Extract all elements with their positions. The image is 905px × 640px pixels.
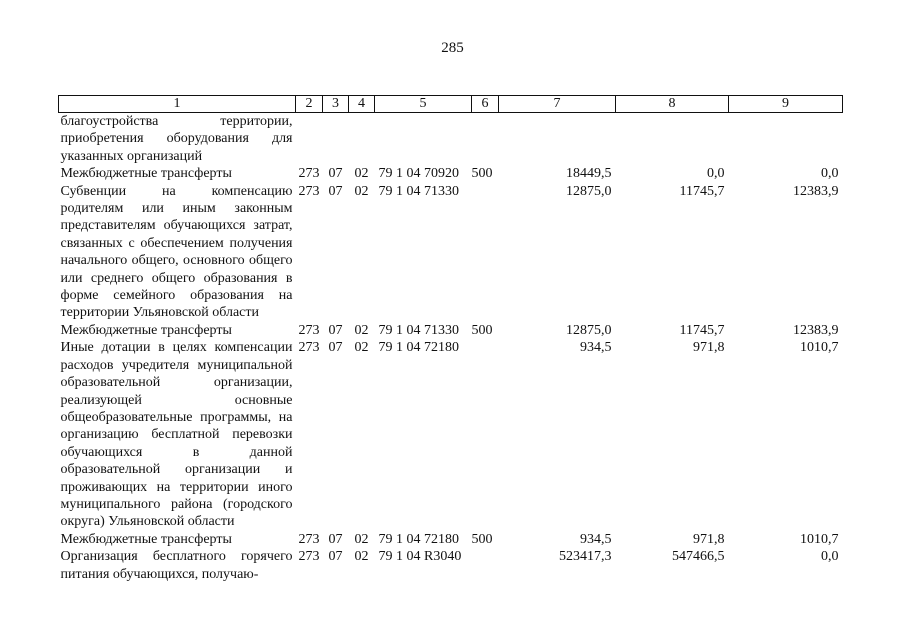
page-number: 285 xyxy=(441,40,464,56)
row-rz: 07 xyxy=(328,340,343,356)
row-rz: 07 xyxy=(328,549,343,565)
row-year3: 12383,9 xyxy=(793,183,839,199)
header-row xyxy=(59,96,843,113)
row-rz: 07 xyxy=(328,166,343,182)
table-header xyxy=(59,96,843,113)
header-col-7: 7 xyxy=(499,96,616,113)
row-name: благоустройства территории, приобретения оборудования для указанных организаций xyxy=(60,114,293,164)
row-kcsr xyxy=(375,113,472,166)
row-vr xyxy=(472,113,499,166)
row-year3: 0,0 xyxy=(821,166,839,182)
table-row xyxy=(59,548,843,583)
row-vr xyxy=(472,548,499,583)
row-name: Иные дотации в целях компенсации расходов учредителя муниципальной образовательной организации, реализующей основные общеобразовательные программы, на организацию бесплатной перевозки обучающихся в данной образовательной организации и проживающих на территории иного муниципального района (городского округа) Ульяновской области xyxy=(60,340,293,530)
row-kcsr: 79 1 04 71330 xyxy=(378,322,459,338)
row-year1: 12875,0 xyxy=(566,322,612,338)
row-pr xyxy=(349,113,375,166)
row-year1: 523417,3 xyxy=(559,549,612,565)
row-kcsr: 79 1 04 72180 xyxy=(378,531,459,547)
row-name: Межбюджетные трансферты xyxy=(60,531,232,547)
row-vr: 500 xyxy=(471,531,493,547)
row-year2: 547466,5 xyxy=(672,549,725,565)
row-name: Межбюджетные трансферты xyxy=(60,166,232,182)
row-ved: 273 xyxy=(298,531,320,547)
table-body xyxy=(59,113,843,583)
row-year1: 934,5 xyxy=(580,531,612,547)
row-pr: 02 xyxy=(354,549,369,565)
table-row xyxy=(59,322,843,339)
row-name: Межбюджетные трансферты xyxy=(60,322,232,338)
budget-table xyxy=(58,95,843,583)
header-col-8: 8 xyxy=(616,96,729,113)
header-col-5: 5 xyxy=(375,96,472,113)
row-vr: 500 xyxy=(471,322,493,338)
row-year1: 934,5 xyxy=(580,340,612,356)
row-rz: 07 xyxy=(328,531,343,547)
row-kcsr: 79 1 04 70920 xyxy=(378,166,459,182)
header-col-4: 4 xyxy=(349,96,375,113)
row-ved xyxy=(296,113,323,166)
row-year1 xyxy=(499,113,616,166)
header-col-1: 1 xyxy=(59,96,296,113)
row-name: Организация бесплатного горячего питания обучающихся, получаю- xyxy=(60,549,293,582)
row-year2: 971,8 xyxy=(693,531,725,547)
header-col-2: 2 xyxy=(296,96,323,113)
row-year3: 1010,7 xyxy=(800,340,839,356)
header-col-9: 9 xyxy=(729,96,843,113)
row-year2: 971,8 xyxy=(693,340,725,356)
table-row xyxy=(59,339,843,530)
row-pr: 02 xyxy=(354,322,369,338)
row-ved: 273 xyxy=(298,340,320,356)
row-year3: 0,0 xyxy=(821,549,839,565)
row-vr: 500 xyxy=(471,166,493,182)
row-vr xyxy=(472,339,499,530)
row-pr: 02 xyxy=(354,340,369,356)
row-rz: 07 xyxy=(328,322,343,338)
row-ved: 273 xyxy=(298,322,320,338)
row-vr xyxy=(472,183,499,322)
row-year3 xyxy=(729,113,843,166)
row-rz xyxy=(323,113,349,166)
row-year2: 0,0 xyxy=(707,166,725,182)
table-row xyxy=(59,113,843,166)
row-pr: 02 xyxy=(354,166,369,182)
row-year2: 11745,7 xyxy=(679,322,725,338)
header-col-3: 3 xyxy=(323,96,349,113)
table-row xyxy=(59,165,843,182)
table-row xyxy=(59,531,843,548)
row-name: Субвенции на компенсацию родителям или иным законным представителям обучающихся затрат, связанных с обеспечением получения начального общего, основного общего или среднего общего образования в форме семейного образования на территории Ульяновской области xyxy=(60,183,293,321)
row-pr: 02 xyxy=(354,531,369,547)
row-ved: 273 xyxy=(298,166,320,182)
row-kcsr: 79 1 04 R3040 xyxy=(378,549,462,565)
row-year2: 11745,7 xyxy=(679,183,725,199)
row-ved: 273 xyxy=(298,549,320,565)
row-kcsr: 79 1 04 71330 xyxy=(378,183,459,199)
header-col-6: 6 xyxy=(472,96,499,113)
table-row xyxy=(59,183,843,322)
row-year2 xyxy=(616,113,729,166)
row-ved: 273 xyxy=(298,183,320,199)
row-year3: 1010,7 xyxy=(800,531,839,547)
row-kcsr: 79 1 04 72180 xyxy=(378,340,459,356)
row-year3: 12383,9 xyxy=(793,322,839,338)
row-pr: 02 xyxy=(354,183,369,199)
row-year1: 12875,0 xyxy=(566,183,612,199)
row-year1: 18449,5 xyxy=(566,166,612,182)
row-rz: 07 xyxy=(328,183,343,199)
